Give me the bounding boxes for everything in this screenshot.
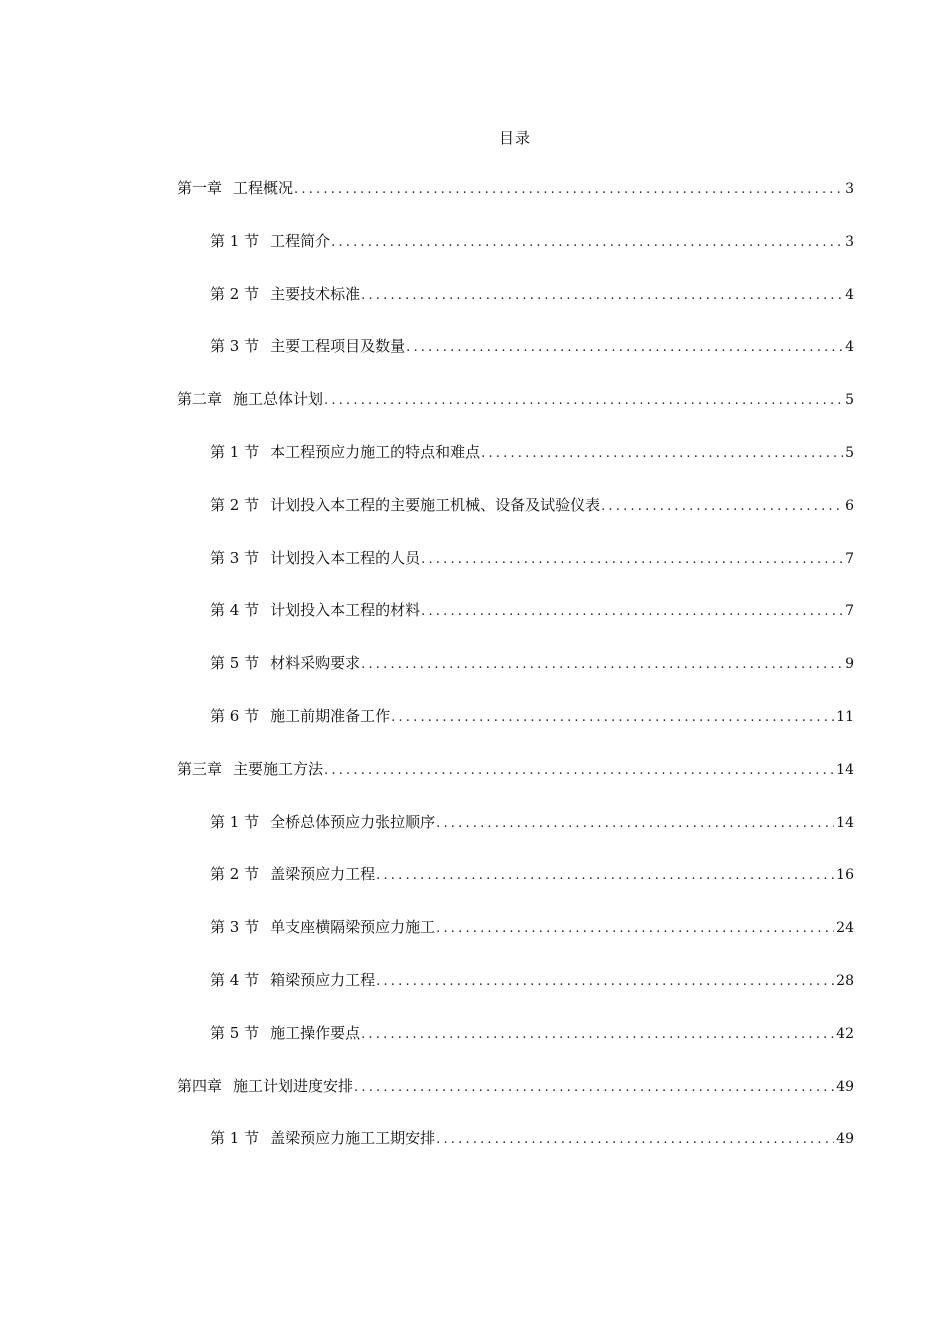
toc-dot-leader: [324, 393, 843, 408]
toc-page-number: 42: [836, 1025, 854, 1042]
toc-page-number: 4: [845, 286, 854, 303]
toc-entry-number: 第 1 节: [210, 1129, 260, 1148]
toc-page-number: 3: [845, 233, 854, 250]
toc-page-number: 6: [845, 497, 854, 514]
toc-entry-number: 第一章: [177, 179, 223, 197]
toc-entry-number: 第 1 节: [210, 812, 260, 831]
toc-entry-title: 主要工程项目及数量: [270, 337, 406, 356]
toc-dot-leader: [481, 446, 843, 461]
toc-entry-title: 全桥总体预应力张拉顺序: [270, 812, 436, 831]
toc-entry-section[interactable]: [0, 441, 950, 494]
toc-entry-number: 第四章: [177, 1076, 223, 1095]
toc-entry-number: 第 1 节: [210, 442, 260, 461]
toc-dot-leader: [376, 974, 834, 989]
toc-dot-leader: [406, 340, 843, 355]
toc-page-number: 16: [836, 867, 854, 884]
toc-entry-section[interactable]: [0, 811, 950, 864]
toc-entry-chapter[interactable]: [0, 388, 950, 441]
toc-entry-section[interactable]: [0, 969, 950, 1022]
toc-entry-number: 第二章: [177, 390, 223, 409]
toc-page-number: 49: [836, 1131, 854, 1148]
toc-entry-title: 计划投入本工程的人员: [270, 548, 421, 567]
toc-entry-number: 第 2 节: [210, 865, 260, 884]
toc-entry-number: 第 1 节: [210, 231, 260, 250]
toc-entry-number: 第 3 节: [210, 918, 260, 937]
toc-entry-section[interactable]: [0, 494, 950, 547]
toc-entry-title: 材料采购要求: [270, 654, 361, 673]
toc-dot-leader: [294, 182, 843, 197]
toc-entry-number: 第 5 节: [210, 1023, 260, 1042]
toc-page-number: 28: [836, 972, 854, 989]
toc-dot-leader: [436, 1132, 834, 1147]
toc-entry-chapter[interactable]: [0, 758, 950, 811]
toc-entry-title: 施工计划进度安排: [233, 1076, 354, 1095]
toc-entry-title: 施工操作要点: [270, 1023, 361, 1042]
toc-entry-section[interactable]: [0, 547, 950, 600]
toc-entry-chapter[interactable]: [0, 1075, 950, 1128]
toc-entry-title: 计划投入本工程的材料: [270, 601, 421, 620]
toc-dot-leader: [436, 816, 834, 831]
toc-page-number: 24: [836, 920, 854, 937]
toc-entry-number: 第 4 节: [210, 970, 260, 989]
toc-entry-number: 第 3 节: [210, 548, 260, 567]
toc-entry-section[interactable]: [0, 1022, 950, 1075]
toc-entry-section[interactable]: [0, 283, 950, 336]
toc-page-number: 14: [836, 814, 854, 831]
toc-page-number: 14: [836, 761, 854, 778]
toc-entry-title: 施工前期准备工作: [270, 706, 391, 725]
toc-page-number: 5: [845, 444, 854, 461]
toc-entry-title: 施工总体计划: [233, 390, 324, 409]
toc-entry-title: 盖梁预应力工程: [270, 865, 376, 884]
toc-entry-title: 主要技术标准: [270, 284, 361, 303]
toc-entry-title: 本工程预应力施工的特点和难点: [270, 442, 481, 461]
toc-dot-leader: [361, 657, 843, 672]
toc-page-number: 11: [836, 708, 854, 725]
toc-page-number: 3: [845, 181, 854, 197]
toc-dot-leader: [354, 1080, 834, 1095]
toc-list: [0, 177, 950, 1180]
toc-entry-title: 单支座横隔梁预应力施工: [270, 918, 436, 937]
toc-dot-leader: [361, 288, 843, 303]
toc-entry-title: 工程简介: [270, 231, 331, 250]
toc-entry-section[interactable]: [0, 863, 950, 916]
toc-dot-leader: [436, 921, 834, 936]
toc-dot-leader: [324, 763, 834, 778]
toc-title: 目录: [498, 129, 531, 147]
toc-page-number: 7: [845, 603, 854, 620]
toc-dot-leader: [601, 499, 843, 514]
toc-page-number: 9: [845, 656, 854, 673]
toc-entry-section[interactable]: [0, 1127, 950, 1180]
toc-dot-leader: [361, 1027, 834, 1042]
toc-entry-section[interactable]: [0, 599, 950, 652]
toc-dot-leader: [391, 710, 834, 725]
toc-dot-leader: [331, 235, 843, 250]
toc-page-number: 7: [845, 550, 854, 567]
toc-entry-number: 第 3 节: [210, 337, 260, 356]
toc-entry-section[interactable]: [0, 916, 950, 969]
toc-entry-number: 第 4 节: [210, 601, 260, 620]
toc-entry-chapter[interactable]: [0, 177, 950, 230]
toc-entry-number: 第 6 节: [210, 706, 260, 725]
toc-dot-leader: [421, 604, 843, 619]
toc-dot-leader: [376, 868, 834, 883]
toc-entry-title: 主要施工方法: [233, 759, 324, 778]
toc-entry-section[interactable]: [0, 652, 950, 705]
toc-entry-number: 第 2 节: [210, 495, 260, 514]
toc-entry-title: 盖梁预应力施工工期安排: [270, 1129, 436, 1148]
toc-entry-title: 箱梁预应力工程: [270, 970, 376, 989]
toc-page-number: 49: [836, 1078, 854, 1095]
toc-entry-title: 计划投入本工程的主要施工机械、设备及试验仪表: [270, 495, 601, 514]
toc-entry-section[interactable]: [0, 335, 950, 388]
toc-entry-number: 第三章: [177, 759, 223, 778]
toc-dot-leader: [421, 552, 843, 567]
toc-entry-title: 工程概况: [233, 179, 294, 197]
toc-page-number: 4: [845, 339, 854, 356]
toc-page-number: 5: [845, 392, 854, 409]
toc-entry-section[interactable]: [0, 705, 950, 758]
toc-entry-number: 第 2 节: [210, 284, 260, 303]
toc-entry-number: 第 5 节: [210, 654, 260, 673]
toc-entry-section[interactable]: [0, 230, 950, 283]
